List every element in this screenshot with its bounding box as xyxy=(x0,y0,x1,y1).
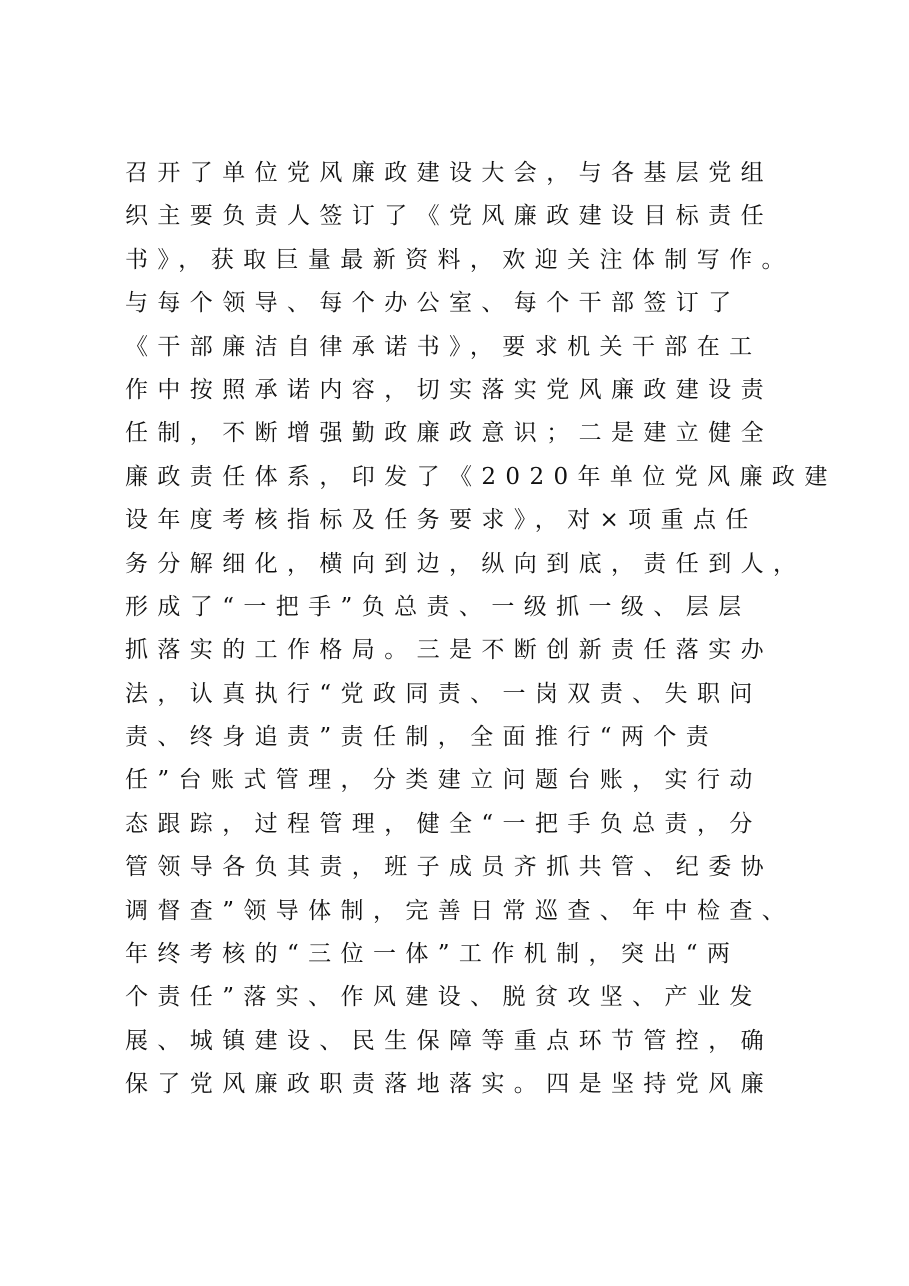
text-line: 书》，获取巨量最新资料，欢迎关注体制写作。 xyxy=(125,246,794,273)
text-line: 设年度考核指标及任务要求》，对×项重点任 xyxy=(125,507,758,534)
text-line: 召开了单位党风廉政建设大会，与各基层党组 xyxy=(125,160,773,186)
text-line: 展、城镇建设、民生保障等重点环节管控，确 xyxy=(125,1027,773,1054)
text-line: 责、终身追责”责任制，全面推行“两个责 xyxy=(125,724,719,751)
text-line: 年终考核的“三位一体”工作机制，突出“两 xyxy=(125,941,740,968)
text-line: 务分解细化，横向到边，纵向到底，责任到人， xyxy=(125,550,806,577)
text-line: 抓落实的工作格局。三是不断创新责任落实办 xyxy=(125,637,773,664)
text-line: 管领导各负其责，班子成员齐抓共管、纪委协 xyxy=(125,854,773,881)
text-line: 个责任”落实、作风建设、脱贫攻坚、产业发 xyxy=(125,984,762,1011)
text-line: 任制，不断增强勤政廉政意识；二是建立健全 xyxy=(125,420,773,447)
text-line: 《干部廉洁自律承诺书》，要求机关干部在工 xyxy=(125,333,762,360)
body-text xyxy=(125,152,837,1107)
text-line: 态跟踪，过程管理，健全“一把手负总责，分 xyxy=(125,810,762,837)
text-line: 法，认真执行“党政同责、一岗双责、失职问 xyxy=(125,680,762,707)
text-line: 作中按照承诺内容，切实落实党风廉政建设责 xyxy=(125,376,773,403)
text-line: 保了党风廉政职责落地落实。四是坚持党风廉 xyxy=(125,1071,773,1098)
text-line: 廉政责任体系，印发了《2020年单位党风廉政建 xyxy=(125,463,837,490)
text-line: 与每个领导、每个办公室、每个干部签订了 xyxy=(125,290,741,317)
text-line: 调督查”领导体制，完善日常巡查、年中检查、 xyxy=(125,897,795,924)
text-line: 形成了“一把手”负总责、一级抓一级、层层 xyxy=(125,593,751,620)
text-line: 织主要负责人签订了《党风廉政建设目标责任 xyxy=(125,203,773,230)
text-line: 任”台账式管理，分类建立问题台账，实行动 xyxy=(125,767,762,794)
